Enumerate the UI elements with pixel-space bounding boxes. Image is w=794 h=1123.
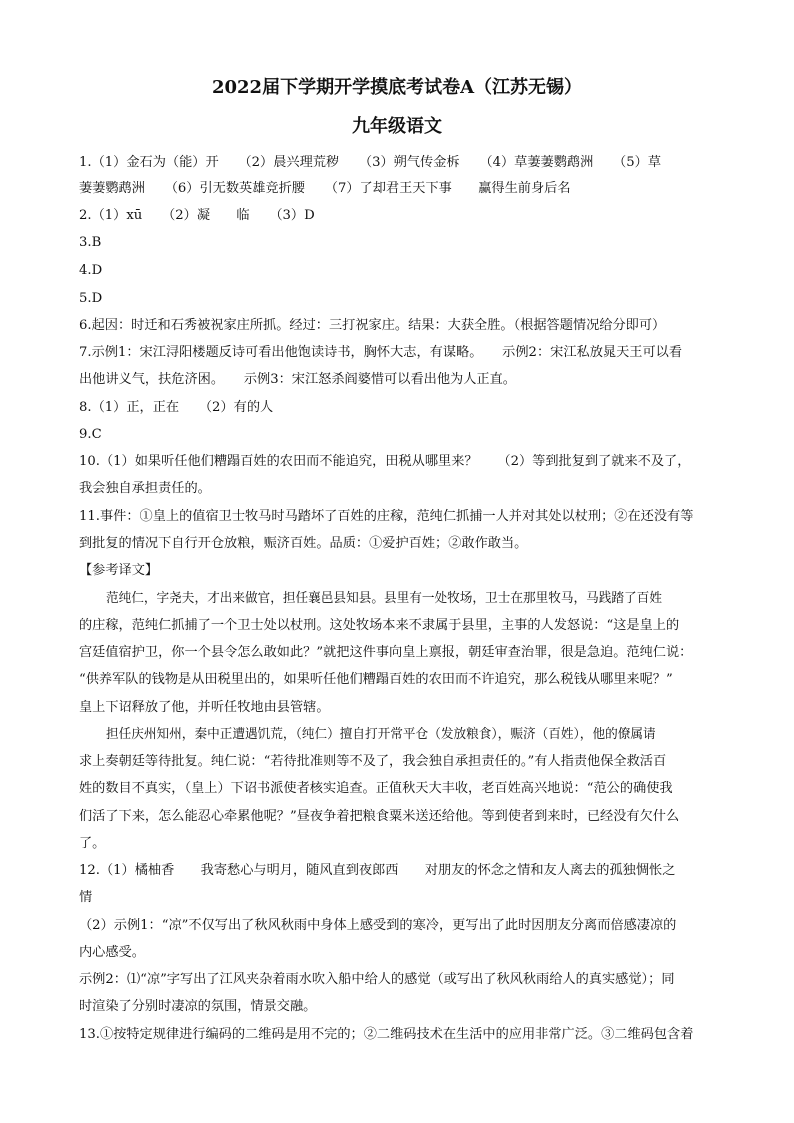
answer-line: 4.D	[79, 263, 103, 278]
translation-line: 了。	[79, 836, 106, 851]
translation-line: 求上奏朝廷等待批复。纯仁说：“若待批准则等不及了，我会独自承担责任的。”有人指责他保全救活百	[79, 754, 667, 769]
answer-line: 出他讲义气，扶危济困。 示例3：宋江怒杀阎婆惜可以看出他为人正直。	[79, 372, 516, 387]
translation-line: 的庄稼，范纯仁抓捕了一个卫士处以杖刑。这处牧场本来不隶属于县里，主事的人发怒说：“这是皇上的	[79, 618, 680, 633]
answer-line: 12.（1）橘柚香 我寄愁心与明月，随风直到夜郎西 对朋友的怀念之情和友人离去的孤独惆怅之	[79, 863, 676, 878]
translation-line: 范纯仁，字尧夫，才出来做官，担任襄邑县知县。县里有一处牧场，卫士在那里牧马，马践踏了百姓	[106, 591, 662, 606]
answer-line: 13.①按特定规律进行编码的二维码是用不完的；②二维码技术在生活中的应用非常广泛。③二维码包含着	[79, 1027, 694, 1042]
answer-line: 5.D	[79, 291, 103, 306]
answer-line: 情	[79, 890, 93, 905]
translation-line: “供养军队的钱物是从田税里出的，如果听任他们糟蹋百姓的农田而不许追究，那么税钱从哪里来呢？”	[79, 672, 673, 687]
answer-line: （2）示例1：“凉”不仅写出了秋风秋雨中身体上感受到的寒冷，更写出了此时因朋友分离而倍感凄凉的	[79, 918, 677, 933]
answer-line: 示例2：⑴“凉”字写出了江风夹杂着雨水吹入船中给人的感觉（或写出了秋风秋雨给人的真实感觉）；同	[79, 972, 675, 987]
answer-line: 7.示例1：宋江浔阳楼题反诗可看出他饱读诗书，胸怀大志，有谋略。 示例2：宋江私放晁天王可以看	[79, 345, 683, 360]
document-title: 2022届下学期开学摸底考试卷A（江苏无锡）	[211, 77, 583, 98]
answer-line: 到批复的情况下自行开仓放粮，赈济百姓。品质：①爱护百姓；②敢作敢当。	[79, 536, 528, 551]
answer-line: 8.（1）正，正在 （2）有的人	[79, 400, 274, 415]
answer-line: 1.（1）金石为（能）开 （2）晨兴理荒秽 （3）朔气传金柝 （4）草萋萋鹦鹉洲 （5）草	[79, 155, 662, 170]
answer-line: 2.（1）xū （2）凝 临 （3）D	[79, 208, 315, 223]
answer-line: 9.C	[79, 427, 102, 442]
document-subtitle: 九年级语文	[352, 116, 442, 137]
translation-line: 宫廷值宿护卫，你一个县令怎么敢如此？”就把这件事向皇上禀报，朝廷审查治罪，很是急迫。范纯仁说：	[79, 645, 693, 660]
answer-line: 萋萋鹦鹉洲 （6）引无数英雄竞折腰 （7）了却君王天下事 赢得生前身后名	[79, 181, 571, 196]
section-heading: 【参考译文】	[79, 563, 159, 578]
answer-line: 内心感受。	[79, 945, 145, 960]
answer-line: 11.事件：①皇上的值宿卫士牧马时马踏坏了百姓的庄稼，范纯仁抓捕一人并对其处以杖刑；②在还没有等	[79, 509, 694, 524]
answer-line: 10.（1）如果听任他们糟蹋百姓的农田而不能追究，田税从哪里来？ （2）等到批复到了就来不及了，	[79, 454, 691, 469]
answer-line: 3.B	[79, 235, 102, 250]
answer-line: 我会独自承担责任的。	[79, 481, 211, 496]
translation-line: 担任庆州知州，秦中正遭遇饥荒，（纯仁）擅自打开常平仓（发放粮食），赈济（百姓），他的僚属请	[106, 727, 656, 742]
translation-line: 皇上下诏释放了他，并听任牧地由县管辖。	[79, 700, 330, 715]
answer-line: 6.起因：时迁和石秀被祝家庄所抓。经过：三打祝家庄。结果：大获全胜。（根据答题情况给分即可）	[79, 318, 666, 333]
translation-line: 姓的数目不真实，（皇上）下诏书派使者核实追查。正值秋天大丰收，老百姓高兴地说：“范公的确使我	[79, 781, 673, 796]
translation-line: 们活了下来，怎么能忍心牵累他呢？”昼夜争着把粮食粟米送还给他。等到使者到来时，已经没有欠什么	[79, 809, 680, 824]
answer-line: 时渲染了分别时凄凉的氛围，情景交融。	[79, 999, 317, 1014]
